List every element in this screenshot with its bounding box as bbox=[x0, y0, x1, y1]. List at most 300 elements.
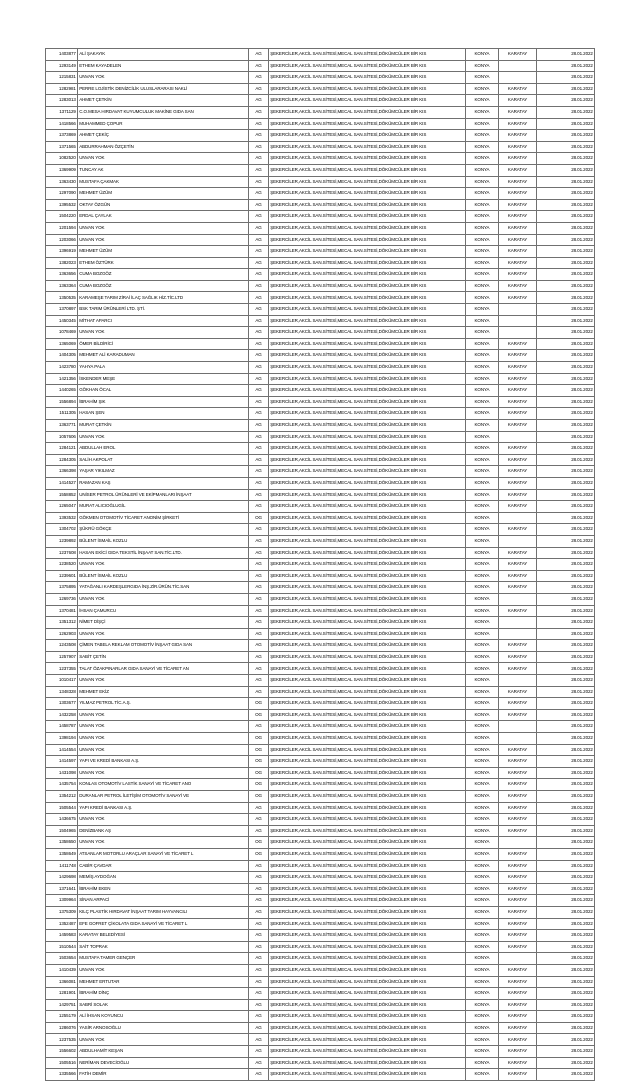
cell-date: 28.01.2022 bbox=[537, 802, 595, 814]
cell-district: KARATAY bbox=[499, 141, 537, 153]
cell-district: KARATAY bbox=[499, 582, 537, 594]
cell-name: HASAN EKİCİ GIDA TEKSTİL İNŞAAT SAN.TİC.LTD. bbox=[78, 547, 249, 559]
cell-district bbox=[499, 733, 537, 745]
cell-id: 1414554 bbox=[46, 744, 78, 756]
cell-type: AG bbox=[249, 628, 269, 640]
cell-type: OG bbox=[249, 767, 269, 779]
cell-name: UNVAN YOK bbox=[78, 222, 249, 234]
cell-city: KONYA bbox=[466, 733, 499, 745]
cell-date: 28.01.2022 bbox=[537, 756, 595, 768]
cell-date: 28.01.2022 bbox=[537, 1022, 595, 1034]
cell-id: 1284121 bbox=[46, 443, 78, 455]
cell-district: KARATAY bbox=[499, 559, 537, 571]
table-row bbox=[46, 153, 595, 165]
cell-district: KARATAY bbox=[499, 651, 537, 663]
cell-date: 28.01.2022 bbox=[537, 118, 595, 130]
cell-name: SALİH AKPOLAT bbox=[78, 454, 249, 466]
table-row bbox=[46, 501, 595, 513]
cell-district bbox=[499, 72, 537, 84]
cell-district: KARATAY bbox=[499, 791, 537, 803]
cell-date: 28.01.2022 bbox=[537, 501, 595, 513]
cell-type: AG bbox=[249, 686, 269, 698]
cell-address: ŞEKERCİLER,AKCİL SAN.SİTESİ,MECAL SAN.SİTESİ,DÖKÜMCÜLER BİR KIS bbox=[269, 304, 466, 316]
cell-city: KONYA bbox=[466, 315, 499, 327]
cell-date: 28.01.2022 bbox=[537, 83, 595, 95]
cell-type: AG bbox=[249, 72, 269, 84]
cell-id: 1078469 bbox=[46, 327, 78, 339]
cell-address: ŞEKERCİLER,AKCİL SAN.SİTESİ,MECAL SAN.SİTESİ,DÖKÜMCÜLER BİR KIS bbox=[269, 501, 466, 513]
cell-id: 1282981 bbox=[46, 83, 78, 95]
table-row bbox=[46, 234, 595, 246]
cell-address: ŞEKERCİLER,AKCİL SAN.SİTESİ,MECAL SAN.SİTESİ,DÖKÜMCÜLER BİR KIS bbox=[269, 860, 466, 872]
table-row bbox=[46, 188, 595, 200]
cell-address: ŞEKERCİLER,AKCİL SAN.SİTESİ,MECAL SAN.SİTESİ,DÖKÜMCÜLER BİR KIS bbox=[269, 547, 466, 559]
cell-district bbox=[499, 675, 537, 687]
cell-id: 1503654 bbox=[46, 953, 78, 965]
cell-address: ŞEKERCİLER,AKCİL SAN.SİTESİ,MECAL SAN.SİTESİ,DÖKÜMCÜLER BİR KIS bbox=[269, 153, 466, 165]
cell-type: AG bbox=[249, 60, 269, 72]
cell-type: AG bbox=[249, 640, 269, 652]
cell-date: 28.01.2022 bbox=[537, 535, 595, 547]
table-row bbox=[46, 373, 595, 385]
cell-date: 28.01.2022 bbox=[537, 895, 595, 907]
cell-city: KONYA bbox=[466, 512, 499, 524]
cell-city: KONYA bbox=[466, 118, 499, 130]
cell-district: KARATAY bbox=[499, 1057, 537, 1069]
cell-address: ŞEKERCİLER,AKCİL SAN.SİTESİ,MECAL SAN.SİTESİ,DÖKÜMCÜLER BİR KIS bbox=[269, 524, 466, 536]
cell-date: 28.01.2022 bbox=[537, 906, 595, 918]
cell-type: AG bbox=[249, 95, 269, 107]
table-row bbox=[46, 211, 595, 223]
cell-district: KARATAY bbox=[499, 373, 537, 385]
cell-date: 28.01.2022 bbox=[537, 164, 595, 176]
cell-id: 1363430 bbox=[46, 176, 78, 188]
cell-type: AG bbox=[249, 1011, 269, 1023]
cell-district: KARATAY bbox=[499, 188, 537, 200]
table-row bbox=[46, 292, 595, 304]
cell-district: KARATAY bbox=[499, 663, 537, 675]
cell-name: ALİ İHSAN KOYUNCU bbox=[78, 1011, 249, 1023]
cell-id: 1283013 bbox=[46, 95, 78, 107]
cell-district bbox=[499, 535, 537, 547]
cell-address: ŞEKERCİLER,AKCİL SAN.SİTESİ,MECAL SAN.SİTESİ,DÖKÜMCÜLER BİR KIS bbox=[269, 953, 466, 965]
cell-city: KONYA bbox=[466, 767, 499, 779]
cell-address: ŞEKERCİLER,AKCİL SAN.SİTESİ,MECAL SAN.SİTESİ,DÖKÜMCÜLER BİR KIS bbox=[269, 443, 466, 455]
cell-address: ŞEKERCİLER,AKCİL SAN.SİTESİ,MECAL SAN.SİTESİ,DÖKÜMCÜLER BİR KIS bbox=[269, 640, 466, 652]
cell-date: 28.01.2022 bbox=[537, 106, 595, 118]
cell-name: ETHEM ÖZTÜRK bbox=[78, 257, 249, 269]
cell-address: ŞEKERCİLER,AKCİL SAN.SİTESİ,MECAL SAN.SİTESİ,DÖKÜMCÜLER BİR KIS bbox=[269, 327, 466, 339]
cell-type: AG bbox=[249, 1022, 269, 1034]
table-row bbox=[46, 906, 595, 918]
cell-id: 1450345 bbox=[46, 315, 78, 327]
cell-type: AG bbox=[249, 362, 269, 374]
cell-name: GÖKMEN OTOMOTİV TİCARET ANONİM ŞİRKETİ bbox=[78, 512, 249, 524]
cell-date: 28.01.2022 bbox=[537, 373, 595, 385]
cell-city: KONYA bbox=[466, 535, 499, 547]
cell-date: 28.01.2022 bbox=[537, 327, 595, 339]
cell-id: 1371565 bbox=[46, 141, 78, 153]
cell-type: AG bbox=[249, 930, 269, 942]
cell-district: KARATAY bbox=[499, 408, 537, 420]
cell-address: ŞEKERCİLER,AKCİL SAN.SİTESİ,MECAL SAN.SİTESİ,DÖKÜMCÜLER BİR KIS bbox=[269, 373, 466, 385]
cell-city: KONYA bbox=[466, 350, 499, 362]
table-row bbox=[46, 385, 595, 397]
cell-id: 1237355 bbox=[46, 663, 78, 675]
cell-id: 1369909 bbox=[46, 164, 78, 176]
table-row bbox=[46, 350, 595, 362]
cell-address: ŞEKERCİLER,AKCİL SAN.SİTESİ,MECAL SAN.SİTESİ,DÖKÜMCÜLER BİR KIS bbox=[269, 791, 466, 803]
cell-date: 28.01.2022 bbox=[537, 199, 595, 211]
cell-name: ALİ ŞAKAYIK bbox=[78, 49, 249, 61]
cell-address: ŞEKERCİLER,AKCİL SAN.SİTESİ,MECAL SAN.SİTESİ,DÖKÜMCÜLER BİR KIS bbox=[269, 431, 466, 443]
cell-city: KONYA bbox=[466, 199, 499, 211]
cell-address: ŞEKERCİLER,AKCİL SAN.SİTESİ,MECAL SAN.SİTESİ,DÖKÜMCÜLER BİR KIS bbox=[269, 605, 466, 617]
cell-city: KONYA bbox=[466, 628, 499, 640]
cell-address: ŞEKERCİLER,AKCİL SAN.SİTESİ,MECAL SAN.SİTESİ,DÖKÜMCÜLER BİR KIS bbox=[269, 477, 466, 489]
cell-date: 28.01.2022 bbox=[537, 825, 595, 837]
cell-type: AG bbox=[249, 663, 269, 675]
table-row bbox=[46, 547, 595, 559]
table-row bbox=[46, 141, 595, 153]
cell-date: 28.01.2022 bbox=[537, 651, 595, 663]
cell-district bbox=[499, 304, 537, 316]
table-row bbox=[46, 721, 595, 733]
cell-id: 1510544 bbox=[46, 941, 78, 953]
cell-id: 1414597 bbox=[46, 756, 78, 768]
cell-address: ŞEKERCİLER,AKCİL SAN.SİTESİ,MECAL SAN.SİTESİ,DÖKÜMCÜLER BİR KIS bbox=[269, 930, 466, 942]
table-row bbox=[46, 593, 595, 605]
table-row bbox=[46, 791, 595, 803]
cell-date: 28.01.2022 bbox=[537, 1034, 595, 1046]
cell-name: KILÇ PLASTİK HIRDAVAT İNŞAAT TARIM HAYVANCILI bbox=[78, 906, 249, 918]
cell-city: KONYA bbox=[466, 918, 499, 930]
cell-date: 28.01.2022 bbox=[537, 315, 595, 327]
table-row bbox=[46, 837, 595, 849]
cell-district: KARATAY bbox=[499, 199, 537, 211]
cell-address: ŞEKERCİLER,AKCİL SAN.SİTESİ,MECAL SAN.SİTESİ,DÖKÜMCÜLER BİR KIS bbox=[269, 593, 466, 605]
cell-date: 28.01.2022 bbox=[537, 628, 595, 640]
cell-address: ŞEKERCİLER,AKCİL SAN.SİTESİ,MECAL SAN.SİTESİ,DÖKÜMCÜLER BİR KIS bbox=[269, 338, 466, 350]
cell-district: KARATAY bbox=[499, 338, 537, 350]
cell-name: ABDURRAHMAN ÖZÇETİN bbox=[78, 141, 249, 153]
cell-district: KARATAY bbox=[499, 234, 537, 246]
cell-date: 28.01.2022 bbox=[537, 547, 595, 559]
cell-date: 28.01.2022 bbox=[537, 744, 595, 756]
cell-city: KONYA bbox=[466, 640, 499, 652]
cell-address: ŞEKERCİLER,AKCİL SAN.SİTESİ,MECAL SAN.SİTESİ,DÖKÜMCÜLER BİR KIS bbox=[269, 675, 466, 687]
cell-date: 28.01.2022 bbox=[537, 791, 595, 803]
cell-name: YAŞAR YIKILMAZ bbox=[78, 466, 249, 478]
cell-name: SABİT ÇETİN bbox=[78, 651, 249, 663]
cell-type: AG bbox=[249, 918, 269, 930]
table-row bbox=[46, 582, 595, 594]
cell-type: AG bbox=[249, 895, 269, 907]
cell-city: KONYA bbox=[466, 872, 499, 884]
cell-id: 1309964 bbox=[46, 895, 78, 907]
cell-date: 28.01.2022 bbox=[537, 1069, 595, 1081]
cell-city: KONYA bbox=[466, 141, 499, 153]
cell-district: KARATAY bbox=[499, 814, 537, 826]
cell-city: KONYA bbox=[466, 269, 499, 281]
cell-district: KARATAY bbox=[499, 477, 537, 489]
cell-name: İBRAHİM DİNÇ bbox=[78, 988, 249, 1000]
table-row bbox=[46, 605, 595, 617]
cell-date: 28.01.2022 bbox=[537, 477, 595, 489]
cell-id: 1504220 bbox=[46, 211, 78, 223]
cell-district bbox=[499, 628, 537, 640]
cell-district bbox=[499, 593, 537, 605]
cell-date: 28.01.2022 bbox=[537, 988, 595, 1000]
table-row bbox=[46, 617, 595, 629]
cell-name: DENİZBANK AŞ bbox=[78, 825, 249, 837]
cell-date: 28.01.2022 bbox=[537, 95, 595, 107]
cell-name: UNVAN YOK bbox=[78, 733, 249, 745]
cell-name: UNVAN YOK bbox=[78, 964, 249, 976]
table-row bbox=[46, 872, 595, 884]
cell-id: 1237535 bbox=[46, 1034, 78, 1046]
cell-city: KONYA bbox=[466, 431, 499, 443]
cell-city: KONYA bbox=[466, 72, 499, 84]
cell-address: ŞEKERCİLER,AKCİL SAN.SİTESİ,MECAL SAN.SİTESİ,DÖKÜMCÜLER BİR KIS bbox=[269, 489, 466, 501]
cell-city: KONYA bbox=[466, 385, 499, 397]
cell-id: 1348328 bbox=[46, 686, 78, 698]
table-row bbox=[46, 118, 595, 130]
cell-address: ŞEKERCİLER,AKCİL SAN.SİTESİ,MECAL SAN.SİTESİ,DÖKÜMCÜLER BİR KIS bbox=[269, 1034, 466, 1046]
cell-id: 1410439 bbox=[46, 964, 78, 976]
cell-district: KARATAY bbox=[499, 211, 537, 223]
cell-city: KONYA bbox=[466, 814, 499, 826]
table-row bbox=[46, 49, 595, 61]
cell-district: KARATAY bbox=[499, 895, 537, 907]
cell-district: KARATAY bbox=[499, 744, 537, 756]
cell-name: YILMAZ PETROL TİC.A.Ş. bbox=[78, 698, 249, 710]
cell-address: ŞEKERCİLER,AKCİL SAN.SİTESİ,MECAL SAN.SİTESİ,DÖKÜMCÜLER BİR KIS bbox=[269, 269, 466, 281]
table-row bbox=[46, 767, 595, 779]
cell-address: ŞEKERCİLER,AKCİL SAN.SİTESİ,MECAL SAN.SİTESİ,DÖKÜMCÜLER BİR KIS bbox=[269, 837, 466, 849]
cell-id: 1436675 bbox=[46, 814, 78, 826]
cell-city: KONYA bbox=[466, 721, 499, 733]
cell-id: 1351312 bbox=[46, 617, 78, 629]
cell-type: AG bbox=[249, 872, 269, 884]
cell-type: AG bbox=[249, 408, 269, 420]
table-row bbox=[46, 524, 595, 536]
cell-name: UNVAN YOK bbox=[78, 593, 249, 605]
cell-name: ABDULHAMİT KEŞAN bbox=[78, 1046, 249, 1058]
cell-district: KARATAY bbox=[499, 988, 537, 1000]
table-row bbox=[46, 733, 595, 745]
cell-address: ŞEKERCİLER,AKCİL SAN.SİTESİ,MECAL SAN.SİTESİ,DÖKÜMCÜLER BİR KIS bbox=[269, 118, 466, 130]
cell-type: OG bbox=[249, 791, 269, 803]
cell-name: UNVAN YOK bbox=[78, 744, 249, 756]
cell-name: İSKENDER MEŞE bbox=[78, 373, 249, 385]
cell-name: MİTHAT APARCI bbox=[78, 315, 249, 327]
cell-address: ŞEKERCİLER,AKCİL SAN.SİTESİ,MECAL SAN.SİTESİ,DÖKÜMCÜLER BİR KIS bbox=[269, 1022, 466, 1034]
cell-name: UNVAN YOK bbox=[78, 721, 249, 733]
cell-name: BÜLENT İSMAİL KOZLU bbox=[78, 535, 249, 547]
cell-city: KONYA bbox=[466, 106, 499, 118]
cell-id: 1363656 bbox=[46, 269, 78, 281]
table-row bbox=[46, 1034, 595, 1046]
cell-name: MEHMET ERTUTAR bbox=[78, 976, 249, 988]
cell-address: ŞEKERCİLER,AKCİL SAN.SİTESİ,MECAL SAN.SİTESİ,DÖKÜMCÜLER BİR KIS bbox=[269, 756, 466, 768]
cell-name: DURANLAR PETROL İLETİŞİM OTOMOTİV SANAYİ VE bbox=[78, 791, 249, 803]
cell-address: ŞEKERCİLER,AKCİL SAN.SİTESİ,MECAL SAN.SİTESİ,DÖKÜMCÜLER BİR KIS bbox=[269, 744, 466, 756]
cell-name: KONLAS OTOMOTİV LASTİK SANAYİ VE TİCARET ANO bbox=[78, 779, 249, 791]
cell-address: ŞEKERCİLER,AKCİL SAN.SİTESİ,MECAL SAN.SİTESİ,DÖKÜMCÜLER BİR KIS bbox=[269, 292, 466, 304]
cell-date: 28.01.2022 bbox=[537, 953, 595, 965]
cell-type: AG bbox=[249, 338, 269, 350]
cell-city: KONYA bbox=[466, 477, 499, 489]
table-row bbox=[46, 698, 595, 710]
cell-id: 1352487 bbox=[46, 918, 78, 930]
cell-id: 1414527 bbox=[46, 477, 78, 489]
cell-name: C.O.MESA HIRDAVAT KUYUMCULUK MAKİNE GIDA SAN bbox=[78, 106, 249, 118]
table-row bbox=[46, 420, 595, 432]
cell-name: TUNCAY AK bbox=[78, 164, 249, 176]
cell-city: KONYA bbox=[466, 860, 499, 872]
cell-name: MEHMET ÜZÜM bbox=[78, 246, 249, 258]
cell-city: KONYA bbox=[466, 49, 499, 61]
table-row bbox=[46, 454, 595, 466]
cell-name: ATSANLAR MOTORLU ARAÇLAR SANAYİ VE TİCARET L bbox=[78, 848, 249, 860]
cell-address: ŞEKERCİLER,AKCİL SAN.SİTESİ,MECAL SAN.SİTESİ,DÖKÜMCÜLER BİR KIS bbox=[269, 211, 466, 223]
cell-type: AG bbox=[249, 605, 269, 617]
cell-address: ŞEKERCİLER,AKCİL SAN.SİTESİ,MECAL SAN.SİTESİ,DÖKÜMCÜLER BİR KIS bbox=[269, 130, 466, 142]
table-row bbox=[46, 663, 595, 675]
cell-city: KONYA bbox=[466, 95, 499, 107]
cell-city: KONYA bbox=[466, 338, 499, 350]
table-row bbox=[46, 489, 595, 501]
cell-name: PERRE LOJİSTİK DENİZCİLİK ULUSLARARASI NAKLİ bbox=[78, 83, 249, 95]
cell-name: İBRAHİM EKEN bbox=[78, 883, 249, 895]
cell-type: AG bbox=[249, 1069, 269, 1081]
cell-date: 28.01.2022 bbox=[537, 408, 595, 420]
cell-id: 1423780 bbox=[46, 362, 78, 374]
cell-city: KONYA bbox=[466, 1011, 499, 1023]
cell-district: KARATAY bbox=[499, 999, 537, 1011]
cell-address: ŞEKERCİLER,AKCİL SAN.SİTESİ,MECAL SAN.SİTESİ,DÖKÜMCÜLER BİR KIS bbox=[269, 420, 466, 432]
cell-type: AG bbox=[249, 964, 269, 976]
cell-date: 28.01.2022 bbox=[537, 72, 595, 84]
cell-type: AG bbox=[249, 535, 269, 547]
cell-address: ŞEKERCİLER,AKCİL SAN.SİTESİ,MECAL SAN.SİTESİ,DÖKÜMCÜLER BİR KIS bbox=[269, 721, 466, 733]
cell-district: KARATAY bbox=[499, 420, 537, 432]
cell-name: MEHMET ALİ KARADUMAN bbox=[78, 350, 249, 362]
cell-city: KONYA bbox=[466, 547, 499, 559]
cell-id: 1010417 bbox=[46, 675, 78, 687]
cell-name: UNVAN YOK bbox=[78, 837, 249, 849]
cell-district: KARATAY bbox=[499, 640, 537, 652]
table-row bbox=[46, 408, 595, 420]
cell-date: 28.01.2022 bbox=[537, 512, 595, 524]
cell-district: KARATAY bbox=[499, 1022, 537, 1034]
cell-id: 1459583 bbox=[46, 930, 78, 942]
table-row bbox=[46, 1022, 595, 1034]
cell-id: 1458787 bbox=[46, 721, 78, 733]
cell-city: KONYA bbox=[466, 130, 499, 142]
cell-type: AG bbox=[249, 651, 269, 663]
cell-address: ŞEKERCİLER,AKCİL SAN.SİTESİ,MECAL SAN.SİTESİ,DÖKÜMCÜLER BİR KIS bbox=[269, 895, 466, 907]
table-row bbox=[46, 396, 595, 408]
cell-name: UNVAN YOK bbox=[78, 327, 249, 339]
cell-type: AG bbox=[249, 999, 269, 1011]
cell-type: AG bbox=[249, 130, 269, 142]
cell-address: ŞEKERCİLER,AKCİL SAN.SİTESİ,MECAL SAN.SİTESİ,DÖKÜMCÜLER BİR KIS bbox=[269, 257, 466, 269]
cell-date: 28.01.2022 bbox=[537, 640, 595, 652]
cell-city: KONYA bbox=[466, 373, 499, 385]
cell-date: 28.01.2022 bbox=[537, 362, 595, 374]
table-row bbox=[46, 1057, 595, 1069]
cell-district: KARATAY bbox=[499, 164, 537, 176]
cell-district: KARATAY bbox=[499, 686, 537, 698]
cell-id: 1398194 bbox=[46, 733, 78, 745]
cell-id: 1556894 bbox=[46, 396, 78, 408]
cell-district bbox=[499, 431, 537, 443]
cell-city: KONYA bbox=[466, 559, 499, 571]
table-row bbox=[46, 1069, 595, 1081]
cell-city: KONYA bbox=[466, 988, 499, 1000]
cell-district: KARATAY bbox=[499, 825, 537, 837]
subscriber-outage-table bbox=[45, 48, 595, 1081]
cell-district: KARATAY bbox=[499, 118, 537, 130]
cell-city: KONYA bbox=[466, 802, 499, 814]
table-row bbox=[46, 628, 595, 640]
table-row bbox=[46, 825, 595, 837]
cell-address: ŞEKERCİLER,AKCİL SAN.SİTESİ,MECAL SAN.SİTESİ,DÖKÜMCÜLER BİR KIS bbox=[269, 49, 466, 61]
cell-name: ETHEM KAYADELEN bbox=[78, 60, 249, 72]
cell-type: OG bbox=[249, 733, 269, 745]
table-row bbox=[46, 756, 595, 768]
cell-id: 1354212 bbox=[46, 791, 78, 803]
cell-id: 1082520 bbox=[46, 153, 78, 165]
cell-district bbox=[499, 60, 537, 72]
cell-date: 28.01.2022 bbox=[537, 686, 595, 698]
cell-type: AG bbox=[249, 814, 269, 826]
cell-type: AG bbox=[249, 118, 269, 130]
cell-type: AG bbox=[249, 106, 269, 118]
cell-id: 1375309 bbox=[46, 906, 78, 918]
cell-district: KARATAY bbox=[499, 246, 537, 258]
cell-date: 28.01.2022 bbox=[537, 570, 595, 582]
cell-district: KARATAY bbox=[499, 698, 537, 710]
cell-address: ŞEKERCİLER,AKCİL SAN.SİTESİ,MECAL SAN.SİTESİ,DÖKÜMCÜLER BİR KIS bbox=[269, 512, 466, 524]
cell-district: KARATAY bbox=[499, 524, 537, 536]
cell-id: 1286076 bbox=[46, 1022, 78, 1034]
cell-date: 28.01.2022 bbox=[537, 1057, 595, 1069]
cell-name: YASİR ARNOSOĞLU bbox=[78, 1022, 249, 1034]
table-row bbox=[46, 709, 595, 721]
cell-city: KONYA bbox=[466, 1046, 499, 1058]
cell-type: AG bbox=[249, 315, 269, 327]
cell-type: AG bbox=[249, 477, 269, 489]
cell-name: YAPI VE KREDİ BANKASI A.Ş. bbox=[78, 756, 249, 768]
cell-id: 1370897 bbox=[46, 304, 78, 316]
cell-name: EFE GOFRET ÇİKOLATA GIDA SANAYİ VE TİCARET L bbox=[78, 918, 249, 930]
table-row bbox=[46, 83, 595, 95]
cell-date: 28.01.2022 bbox=[537, 280, 595, 292]
cell-id: 1239601 bbox=[46, 570, 78, 582]
cell-district: KARATAY bbox=[499, 570, 537, 582]
cell-district: KARATAY bbox=[499, 443, 537, 455]
cell-id: 1363771 bbox=[46, 420, 78, 432]
cell-address: ŞEKERCİLER,AKCİL SAN.SİTESİ,MECAL SAN.SİTESİ,DÖKÜMCÜLER BİR KIS bbox=[269, 408, 466, 420]
cell-name: İBRAHİM ŞIK bbox=[78, 396, 249, 408]
cell-district: KARATAY bbox=[499, 883, 537, 895]
cell-name: ABDULLAH EROL bbox=[78, 443, 249, 455]
cell-type: AG bbox=[249, 617, 269, 629]
cell-type: AG bbox=[249, 547, 269, 559]
